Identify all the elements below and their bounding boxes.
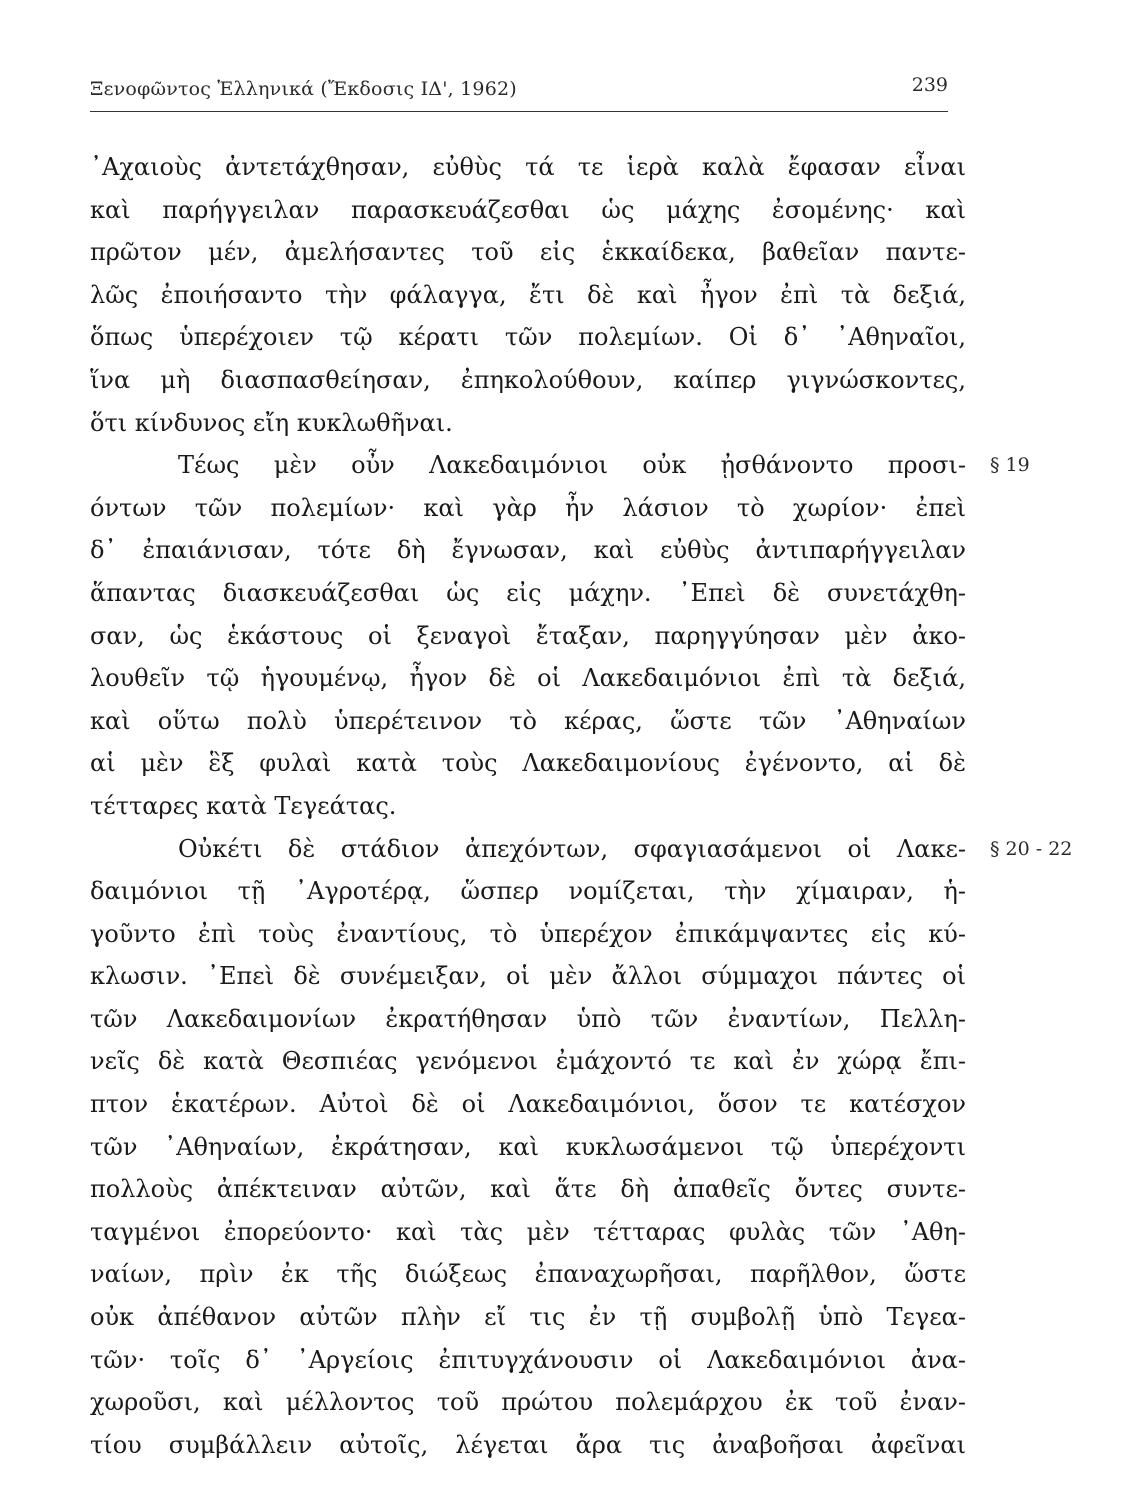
text-line: ὅπως ὑπερέχοιεν τῷ κέρατι τῶν πολεμίων. Οἱ δ᾿ ᾿Αθηναῖοι, (90, 323, 966, 352)
body-text (90, 146, 1073, 1466)
text-line: νεῖς δὲ κατὰ Θεσπιέας γενόμενοι ἐμάχοντό τε καὶ ἐν χώρᾳ ἔπι- (90, 1047, 966, 1076)
running-header (90, 72, 948, 112)
text-line: ναίων, πρὶν ἐκ τῆς διώξεως ἐπαναχωρῆσαι, παρῆλθον, ὥστε (90, 1260, 966, 1289)
text-line: τέτταρες κατὰ Τεγεάτας. (90, 791, 397, 820)
text-line: τῶν Λακεδαιμονίων ἐκρατήθησαν ὑπὸ τῶν ἐναντίων, Πελλη- (90, 1004, 966, 1033)
text-line: ταγμένοι ἐπορεύοντο· καὶ τὰς μὲν τέτταρας φυλὰς τῶν ᾿Αθη- (90, 1217, 966, 1246)
text-line: όντων τῶν πολεμίων· καὶ γὰρ ἦν λάσιον τὸ χωρίον· ἐπεὶ (90, 493, 966, 522)
text-line: τῶν ᾿Αθηναίων, ἐκράτησαν, καὶ κυκλωσάμενοι τῷ ὑπερέχοντι (90, 1132, 966, 1161)
text-line: Τέως μὲν οὖν Λακεδαιμόνιοι οὐκ ᾐσθάνοντο προσι- (178, 451, 966, 480)
text-line: τῶν· τοῖς δ᾿ ᾿Αργείοις ἐπιτυγχάνουσιν οἱ Λακεδαιμόνιοι ἀνα- (90, 1345, 966, 1374)
text-line: αἱ μὲν ἓξ φυλαὶ κατὰ τοὺς Λακεδαιμονίους ἐγένοντο, αἱ δὲ (90, 749, 966, 778)
text-line: πρῶτον μέν, ἀμελήσαντες τοῦ εἰς ἑκκαίδεκα, βαθεῖαν παντε- (90, 238, 966, 267)
margin-section-ref: § 19 (990, 454, 1030, 477)
text-line: τίου συμβάλλειν αὐτοῖς, λέγεται ἄρα τις ἀναβοῆσαι ἀφεῖναι (90, 1430, 966, 1459)
text-line: χωροῦσι, καὶ μέλλοντος τοῦ πρώτου πολεμάρχου ἐκ τοῦ ἐναν- (90, 1388, 966, 1417)
text-line: Οὐκέτι δὲ στάδιον ἀπεχόντων, σφαγιασάμενοι οἱ Λακε- (178, 834, 966, 863)
text-line: πολλοὺς ἀπέκτειναν αὐτῶν, καὶ ἅτε δὴ ἀπαθεῖς ὄντες συντε- (90, 1175, 966, 1204)
text-line: λουθεῖν τῷ ἡγουμένῳ, ἦγον δὲ οἱ Λακεδαιμόνιοι ἐπὶ τὰ δεξιά, (90, 664, 966, 693)
text-line: καὶ παρήγγειλαν παρασκευάζεσθαι ὡς μάχης ἐσομένης· καὶ (90, 195, 966, 224)
text-line: γοῦντο ἐπὶ τοὺς ἐναντίους, τὸ ὑπερέχον ἐπικάμψαντες εἰς κύ- (90, 919, 966, 948)
text-line: καὶ οὕτω πολὺ ὑπερέτεινον τὸ κέρας, ὥστε τῶν ᾿Αθηναίων (90, 706, 966, 735)
margin-section-ref: § 20 - 22 (990, 837, 1073, 860)
text-line: κλωσιν. ᾿Επεὶ δὲ συνέμειξαν, οἱ μὲν ἄλλοι σύμμαχοι πάντες οἱ (90, 962, 966, 991)
header-rule (90, 111, 948, 112)
text-line: λῶς ἐποιήσαντο τὴν φάλαγγα, ἔτι δὲ καὶ ἦγον ἐπὶ τὰ δεξιά, (90, 280, 966, 309)
paragraph-start-line (90, 828, 1073, 871)
running-title: Ξενοφῶντος Ἑλληνικά (Ἔκδοσις ΙΔ', 1962) (90, 78, 517, 100)
text-line: σαν, ὡς ἑκάστους οἱ ξεναγοὶ ἔταξαν, παρηγγύησαν μὲν ἀκο- (90, 621, 966, 650)
text-line: δαιμόνιοι τῇ ᾿Αγροτέρᾳ, ὥσπερ νομίζεται, τὴν χίμαιραν, ἡ- (90, 877, 966, 906)
text-line: ὅτι κίνδυνος εἴη κυκλωθῆναι. (90, 408, 453, 437)
text-line: πτον ἑκατέρων. Αὐτοὶ δὲ οἱ Λακεδαιμόνιοι, ὅσον τε κατέσχον (90, 1090, 966, 1119)
text-line: ἵνα μὴ διασπασθείησαν, ἐπηκολούθουν, καίπερ γιγνώσκοντες, (90, 365, 966, 394)
text-line: ἅπαντας διασκευάζεσθαι ὡς εἰς μάχην. ᾿Επεὶ δὲ συνετάχθη- (90, 578, 966, 607)
page-number: 239 (911, 74, 948, 96)
text-line: οὐκ ἀπέθανον αὐτῶν πλὴν εἴ τις ἐν τῇ συμβολῇ ὑπὸ Τεγεα- (90, 1303, 966, 1332)
text-line: ᾿Αχαιοὺς ἀντετάχθησαν, εὐθὺς τά τε ἱερὰ καλὰ ἔφασαν εἶναι (90, 153, 966, 181)
text-line: δ᾿ ἐπαιάνισαν, τότε δὴ ἔγνωσαν, καὶ εὐθὺς ἀντιπαρήγγειλαν (90, 536, 966, 565)
paragraph-start-line (90, 444, 1030, 487)
